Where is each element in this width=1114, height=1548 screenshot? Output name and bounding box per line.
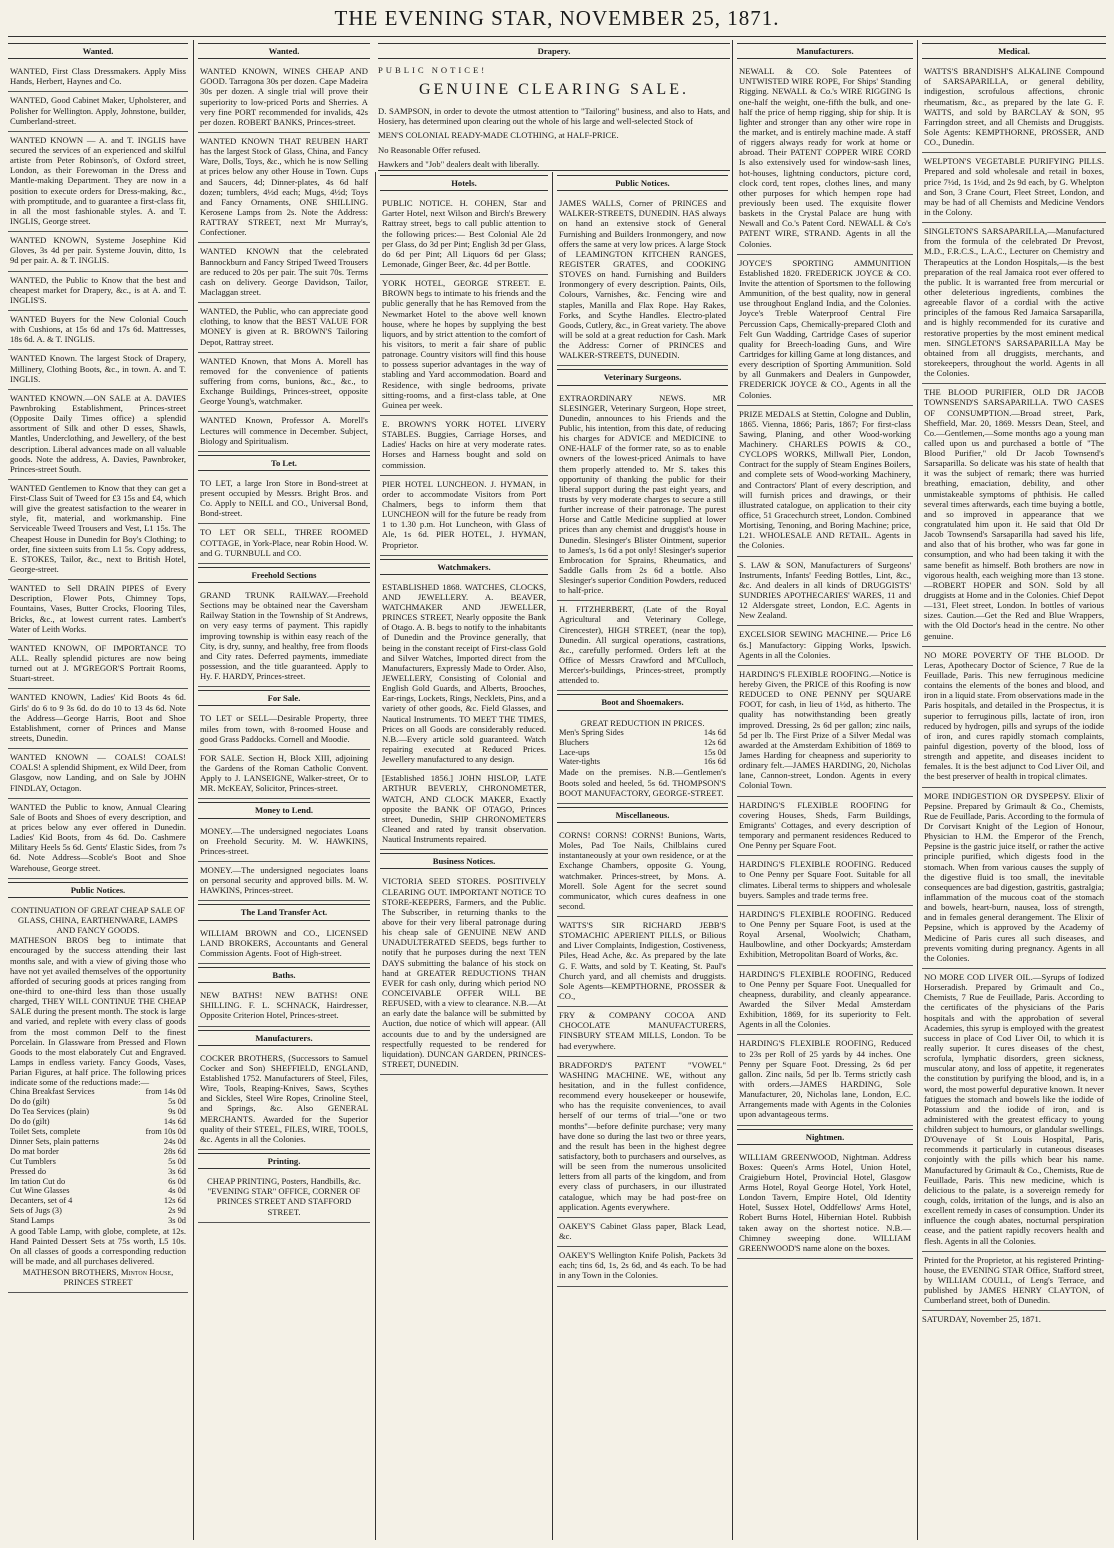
table-row: Do mat border 28s 6d xyxy=(10,1146,186,1156)
classified-ad: WANTED the Public to know, Annual Clearing Sale of Boots and Shoes of every description, and at prices below any ever offered in Dunedin. Ladies' Kid Boots, from 4s 6d. Do. Cashmere Military Heels 5s 6d. Gents' Elastic Sides, from 7s 6d. Note Address—Scoble's Boot and Shoe Warehouse, George street. xyxy=(8,799,188,879)
classified-ad: WANTED, the Public, who can appreciate good clothing, to know that the BEST VALUE FOR MONEY is given at R. BROWN'S Tailoring Depot, Rattray street. xyxy=(198,303,370,353)
classified-ad: GREAT REDUCTION IN PRICES. Men's Spring Sides 14s 6d Bluchers 12s 6d Lace-ups 15s 0d Water-tights 16s 6d Made on the premises. N.B.—Gentlemen's Boots soled and heeled, 5s 6d. THOMPSON'S BOOT MANUFACTORY, GEORGE-STREET. xyxy=(557,715,728,804)
table-row: China Breakfast Services from 14s 0d xyxy=(10,1087,186,1097)
classified-ad: WANTED KNOWN, Ladies' Kid Boots 4s 6d. Girls' do 6 to 9 3s 6d. do do 10 to 13 4s 6d. Note the Address—George Harris, Boot and Shoe Establishment, corner of Princes and Manse streets, Dunedin. xyxy=(8,689,188,749)
classified-ad: WANTED KNOWN — A. and T. INGLIS have secured the services of an experienced and skilful artiste from Peter Robinson's, of Oxford street, London, as their Forewoman in the Dress and Mantle-making Department. They are now in a position to execute orders for Dress-making, &c., with promptitude, and to guarantee a first-class fit, in all the most fashionable styles. A. and T. INGLIS, George street. xyxy=(8,132,188,232)
dateline: SATURDAY, November 25, 1871. xyxy=(922,1314,1041,1325)
classified-ad: WANTED Known. The largest Stock of Drapery, Millinery, Clothing Boots, &c., in town. A. and T. INGLIS. xyxy=(8,350,188,389)
classified-ad: GRAND TRUNK RAILWAY.—Freehold Sections may be obtained near the Caversham Railway Station in the Township of St Andrews, on very easy terms of payment. This rapidly improving township is within easy reach of the City, is dry, sunny, and healthy, free from floods and City rates. Deferred payments, immediate possession, and the title guaranteed. Apply to Hy. F. HARDY, Princes-street. xyxy=(198,587,370,687)
table-row: Im tation Cut do 6s 0d xyxy=(10,1176,186,1186)
classified-ad: PIER HOTEL LUNCHEON. J. HYMAN, in order to accommodate Visitors from Port Chalmers, begs to inform them that LUNCHEON will for the future be ready from 1 to 1.30 p.m. Hot Luncheon, with Glass of Ale, 1s 6d. PIER HOTEL, J. HYMAN, Proprietor. xyxy=(380,476,548,556)
classified-ad: JAMES WALLS, Corner of PRINCES and WALKER-STREETS, DUNEDIN. HAS always on hand an extensive stock of General Furnishing and Builders Ironmongery, and now offers the same at very low prices. A large Stock of LEAMINGTON KITCHEN RANGES, REGISTER GRATES, and COOKING STOVES on hand. Furnishing and Builders Ironmongery of every description. Paints, Oils, Colours, Varnishes, &c. Fencing wire and staples, Manilla and Flax Rope. Hay Rakes, Forks, and Scythe Handles. Electro-plated Goods, Cutlery, &c., in Great variety. The above will be sold at a great reduction for Cash. Mark the Address: Corner of PRINCES and WALKER-STREETS, DUNEDIN. xyxy=(557,195,728,366)
table-row: Cut Wine Glasses 4s 0d xyxy=(10,1186,186,1196)
classified-ad: H. FITZHERBERT, (Late of the Royal Agricultural and Veterinary College, Cirencester), HIGH STREET, (near the top), Dunedin. All surgical operations, castrations, &c., carefully performed. Orders left at the Office of Messrs Crawford and M'Culloch, Mercer's-buildings, Princes-street, promptly attended to. xyxy=(557,601,728,691)
classified-ad: CHEAP PRINTING, Posters, Handbills, &c. "EVENING STAR" OFFICE, CORNER OF PRINCES STREET AND STAFFORD STREET. xyxy=(198,1173,370,1223)
price-table xyxy=(559,728,726,768)
classified-ad: COCKER BROTHERS, (Successors to Samuel Cocker and Son) SHEFFIELD, ENGLAND, Established 1752. Manufacturers of Steel, Files, Wire, Tools, Reaping-Knives, Saws, Scythes and Sickles, Steel Wire Ropes, Crinoline Steel, and Springs, &c. Also GENERAL MERCHANTS. Awarded for the Superior quality of their STEEL, FILES, WIRE, TOOLS, &c. Agents in all the Colonies. xyxy=(198,1050,370,1150)
classified-ad: VICTORIA SEED STORES. POSITIVELY CLEARING OUT. IMPORTANT NOTICE TO STORE-KEEPERS, Farmers, and the Public. The Subscriber, in returning thanks to the above for their very liberal patronage during his cheap sale of GENUINE NEW AND UNADULTERATED SEEDS, begs further to notify that he purposes during the next TEN DAYS submitting the balance of his stock on hand at GREATER REDUCTIONS THAN EVER for cash only, during which period NO CONCEIVABLE OFFER WILL BE REFUSED, with a view to clearance. N.B.—At an early date the balance will be submitted by Auction, due notice of which will appear. (All accounts due to and by the undersigned are respectfully requested to be rendered for liquidation). DUNCAN GARDEN, PRINCES-STREET, DUNEDIN. xyxy=(380,873,548,1075)
classified-ad: HARDING'S FLEXIBLE ROOFING for covering Houses, Sheds, Farm Buildings, Emigrants' Cottages, and every description of temporary and permanent residences Reduced to One Penny per Square Foot. xyxy=(737,797,913,857)
classified-ad: WANTED Buyers for the New Colonial Couch with Cushions, at 15s 6d and 17s 6d. Mattresses, 18s 6d. A. & T. INGLIS. xyxy=(8,311,188,350)
table-row: Dinner Sets, plain patterns 24s 0d xyxy=(10,1136,186,1146)
classified-ad: MONEY.—The undersigned negociates Loans on Freehold Security. M. W. HAWKINS, Princes-street. xyxy=(198,823,370,862)
classified-ad: PUBLIC NOTICE. H. COHEN, Star and Garter Hotel, next Wilson and Birch's Brewery Rattray street, begs to call public attention to the following prices:— Best Colonial Ale 2d per Glass, do 3d per Pint; English 3d per Glass, do 6d per Pint; All Liquors 6d per Glass; Lemonade, Ginger Beer, &c. 4d per Bottle. xyxy=(380,195,548,275)
table-row: Decanters, set of 4 12s 6d xyxy=(10,1196,186,1206)
table-row: Sets of Jugs (3) 2s 9d xyxy=(10,1206,186,1216)
classified-ad: WANTED KNOWN, OF IMPORTANCE TO ALL. Really splendid pictures are now being turned out at J. M'GREGOR'S Portrait Rooms, Stuart-street. xyxy=(8,640,188,690)
classified-ad: NO MORE COD LIVER OIL.—Syrups of Iodized Horseradish. Prepared by Grimault and Co., Chemists, 7 Rue de Feuillade, Paris. According to the certificates of the physicians of the Paris hospitals and with the approbation of several Academies, this syrup is employed with the greatest success in place of Cod Liver Oil, to which it is really superior. It cures diseases of the chest, scrofula, lymphatic disorders, green sickness, muscular atony, and loss of appetite, it regenerates the constitution by purifying the blood, and is, in a word, the most powerful depurative known. It never fatigues the stomach and bowels like the iodide of Potassium and the iodide of iron, and is administered with the greatest efficacy to young children subject to humours, or glandular swellings. D'Ouvenaye of St Louis Hospital, Paris, recommends it particularly in cutaneous diseases conjointly with the pills which bear his name. Manufactured by Grimault & Co., Chemists, Rue de Feuillade, Paris. This new medicine, which is delicious to the palate, is a sovereign remedy for cough, colds, irritation of the lungs, and is also an excellent remedy in cases of consumption. Under its influence the cough abates, nocturnal perspiration cease, and the patient rapidly recovers health and flesh. Agents in all the Colonies. xyxy=(922,969,1106,1252)
classified-ad: MONEY.—The undersigned negociates loans on personal security and approved bills. M. W. HAWKINS, Princes-street. xyxy=(198,862,370,901)
section-heading-boot: Boot and Shoemakers. xyxy=(557,694,728,710)
section-heading-public-notices: Public Notices. xyxy=(8,882,188,898)
classified-ad: WANTED KNOWN — COALS! COALS! COALS! A splendid Shipment, ex Wild Deer, from Glasgow, now Landing, and on Sale by JOHN FINDLAY, Octagon. xyxy=(8,749,188,799)
table-row: Toilet Sets, complete from 10s 0d xyxy=(10,1127,186,1136)
drapery-sub: MEN'S COLONIAL READY-MADE CLOTHING, at HALF-PRICE. xyxy=(378,130,619,141)
section-heading-veterinary: Veterinary Surgeons. xyxy=(557,369,728,385)
classified-ad: S. LAW & SON, Manufacturers of Surgeons' Instruments, Infants' Feeding Bottles, Lint, &c., &c. And dealers in all kinds of DRUGGISTS' SUNDRIES APOTHECARIES' WARES, 11 and 12 Aldersgate street, London, E.C. Agents in New Zealand. xyxy=(737,557,913,627)
classified-ad: WANTED KNOWN, WINES CHEAP AND GOOD. Tarragona 30s per dozen. Cape Madeira 30s per dozen. A single trial will prove their superiority to low-priced Ports and Sherries. A very fine PORT recommended for invalids, 42s per dozen. ROBERT BANKS, Princes-street. xyxy=(198,63,370,133)
classified-ad: HARDING'S FLEXIBLE ROOFING. Reduced to One Penny per Square Foot, is used at the Royal Arsenal, Woolwich; Chatham, Haulbowline, and other Dockyards; Amsterdam Exhibition, Metropolitan Board of Works, &c. xyxy=(737,906,913,966)
column-divider xyxy=(375,172,376,1540)
table-row: Bluchers 12s 6d xyxy=(559,737,726,747)
table-row: Do do (gilt) 14s 6d xyxy=(10,1117,186,1127)
price-table xyxy=(10,1087,186,1226)
table-row: Men's Spring Sides 14s 6d xyxy=(559,727,726,737)
classified-ad: WATTS'S SIR RICHARD JEBB'S STOMACHIC APERIENT PILLS, or Bilious and Liver Complaints, Indigestion, Costiveness, Piles, Head Ache, &c. As prepared by the late G. F. Watts, and sold by T. Keating, St. Paul's Church yard, and all chemists and druggists. Sole Agents—KEMPTHORNE, PROSSER & CO., xyxy=(557,917,728,1007)
drapery-title: GENUINE CLEARING SALE. xyxy=(419,81,689,99)
section-heading-to-let: To Let. xyxy=(198,455,370,471)
classified-ad: OAKEY'S Wellington Knife Polish, Packets 3d each; tins 6d, 1s, 2s 6d, and 4s each. To be had in any Town in the Colonies. xyxy=(557,1247,728,1286)
table-row: Lace-ups 15s 0d xyxy=(559,747,726,757)
classified-ad: E. BROWN'S YORK HOTEL LIVERY STABLES. Buggies, Carriage Horses, and Ladies' Hacks on hire at very moderate rates. Horses and Harness bought and sold on commission. xyxy=(380,416,548,476)
classified-ad: TO LET OR SELL, THREE ROOMED COTTAGE, in York-Place, near Robin Hood. W. and G. TURNBULL and CO. xyxy=(198,524,370,563)
classified-ad: YORK HOTEL, GEORGE STREET. E. BROWN begs to intimate to his friends and the public generally that he has Removed from the Newmarket Hotel to the above well known house, where he hopes by supplying the best liquors, and by strict attention to the comfort of his visitors, to merit a fair share of public patronage. Country visitors will find this house to possess superior advantages in the way of stabling and Yard accommodation. Board and Residence, with single bedrooms, private sitting-rooms, and a first-class table, at One Guinea per week. xyxy=(380,275,548,416)
classified-ad: WANTED, Good Cabinet Maker, Upholsterer, and Polisher for Wellington. Apply, Johnstone, builder, Cumberland-street. xyxy=(8,92,188,131)
classified-ad: WANTED KNOWN THAT REUBEN HART has the largest Stock of Glass, China, and Fancy Ware, Dolls, Toys, &c., which he is now Selling at prices below any other House in Town. Cups and Saucers, 4d; Dinner-plates, 4s 6d half dozen; tumblers, 4½d each; Mugs, 4½d; Toys and Fancy Ornaments, ONE SHILLING. Kerosene Lamps from 2s. Note the Address: RATTRAY STREET, next Mr Murray's, Confectioner. xyxy=(198,133,370,243)
classified-ad: HARDING'S FLEXIBLE ROOFING. Reduced to One Penny per Square Foot. Suitable for all climates. Liberal terms to shippers and wholesale buyers. Samples and trade terms free. xyxy=(737,856,913,906)
table-row: Do Tea Services (plain) 9s 0d xyxy=(10,1107,186,1117)
column-5 xyxy=(737,40,913,1540)
section-heading-baths: Baths. xyxy=(198,967,370,983)
table-row: Do do (gilt) 5s 0d xyxy=(10,1097,186,1107)
column-divider xyxy=(732,40,733,1540)
classified-ad: WANTED Known, that Mons A. Morell has removed for the convenience of patients suffering from corns, bunions, &c., &c., to Exchange Buildings, Princes-street, opposite George Young's, watchmaker. xyxy=(198,353,370,413)
column-divider xyxy=(552,172,553,1540)
classified-ad: TO LET, a large Iron Store in Bond-street at present occupied by Messrs. Bright Bros. and Co. Apply to NEILL and CO., Universal Bond, Bond-street. xyxy=(198,475,370,525)
section-heading-medical: Medical. xyxy=(922,43,1106,59)
section-heading-business: Business Notices. xyxy=(380,853,548,869)
drapery-line-2: Hawkers and "Job" dealers dealt with liberally. xyxy=(378,158,540,169)
classified-ad: PRIZE MEDALS at Stettin, Cologne and Dublin, 1865. Vienna, 1866; Paris, 1867; For first-class Sawing, Planing, and other Wood-working Machinery. CHARLES POWIS & CO., CYCLOPS WORKS, Millwall Pier, London, Contract for the supply of Steam Engines Boilers, and complete sets of Wood-working Machinery, and Contractors' Plant of every description, and will furnish prices and drawings, or their illustrated catalogue, on application to their city office, 51 Gracechurch street, London. Combined Mortising, Tenoning, and Boring Machine; price, L21. WHOLESALE AND RETAIL. Agents in the Colonies. xyxy=(737,406,913,557)
classified-ad: WANTED Gentlemen to Know that they can get a First-Class Suit of Tweed for £3 15s and £4, which will give the greatest satisfaction to the wearer in style, fit, material, and workmanship. Fine Serviceable Tweed Trousers and Vest, L1 15s. The Cheapest House in Dunedin for Boy's Clothing; to order, fine sixteen suits from L1 5s. Copy address, E. STOKES, Tailor, &c., next to British Hotel, George-street. xyxy=(8,480,188,580)
table-row: Water-tights 16s 6d xyxy=(559,757,726,767)
imprint: Printed for the Proprietor, at his registered Printing-house, the EVENING STAR Office, Stafford street, by WILLIAM COULL, of Leng's Terrace, and published by JAMES HENRY CLAYTON, of Cumberland street, both of Dunedin. xyxy=(922,1252,1106,1312)
classified-ad: OAKEY'S Cabinet Glass paper, Black Lead, &c. xyxy=(557,1218,728,1247)
drapery-line-1: No Reasonable Offer refused. xyxy=(378,144,481,155)
classified-ad: WANTED, the Public to Know that the best and cheapest market for Drapery, &c., is at A. and T. INGLIS'S. xyxy=(8,272,188,311)
classified-ad: TO LET or SELL—Desirable Property, three miles from town, with 8-roomed House and good Grass Paddocks. Cornell and Moodie. xyxy=(198,710,370,749)
section-heading-manufacturers: Manufacturers. xyxy=(198,1030,370,1046)
classified-ad: FRY & COMPANY COCOA AND CHOCOLATE MANUFACTURERS, FINSBURY STEAM MILLS, London. To be had everywhere. xyxy=(557,1007,728,1057)
classified-ad: WATTS'S BRANDISH'S ALKALINE Compound of SARSAPARILLA, or general debility, indigestion, scrofulous affections, chronic rheumatism, &c., as prepared by the late G. F. WATTS, and sold by BARCLAY & SON, 95 Farringdon street, and all Chemists and Druggists. Sole Agents: KEMPTHORNE, PROSSER, AND CO., Dunedin. xyxy=(922,63,1106,153)
classified-ad: JOYCE'S SPORTING AMMUNITION Established 1820. FREDERICK JOYCE & CO. Invite the attention of Sportsmen to the following Ammunition, of the best quality, now in general use throughout England India, and the Colonies. Joyce's Treble Waterproof Central Fire Percussion Caps, Chemically-prepared Cloth and Felt Gun Wadding, Cartridge Cases of superior quality for Breech-loading Guns, and Wire Cartridges for killing Game at long distances, and every description of Sporting Ammunition. Sold by all Gunmakers and Dealers in Gunpowder, FREDERICK JOYCE & CO., Agents in all the Colonies. xyxy=(737,255,913,406)
masthead: THE EVENING STAR, NOVEMBER 25, 1871. xyxy=(334,6,780,30)
section-heading-nightmen: Nightmen. xyxy=(737,1129,913,1145)
classified-ad: WANTED KNOWN.—ON SALE at A. DAVIES Pawnbroking Establishment, Princes-street (Opposite Daily Times office) a splendid assortment of Silk and other D esses, Shawls, Mantles, Underclothing, and Jewellery, of the best description. Liberal advances made on all valuable goods. Note the address, A. Davies, Pawnbroker, Princes-street South. xyxy=(8,390,188,480)
classified-ad: [Established 1856.] JOHN HISLOP, LATE ARTHUR BEVERLY, CHRONOMETER, WATCH, AND CLOCK MAKER, Exactly opposite the BANK OF OTAGO, Princes street, Dunedin, SHIP CHRONOMETERS Cleaned and rated by transit observation. Nautical Instruments repaired. xyxy=(380,770,548,850)
classified-ad: WANTED KNOWN, Systeme Josephine Kid Gloves, 3s 4d per pair. Systeme Jouvin, ditto, 1s 9d per pair. A. & T. INGLIS. xyxy=(8,232,188,271)
section-heading-wanted: Wanted. xyxy=(8,43,188,59)
classified-ad: FOR SALE. Section H, Block XIII, adjoining the Gardens of the Roman Catholic Convent. Apply to J. LANSEIGNE, Walker-street, Or to MR. McKEAY, Solicitor, Princes-street. xyxy=(198,750,370,800)
section-heading-freehold: Freehold Sections xyxy=(198,567,370,583)
matheson-ad: CONTINUATION OF GREAT CHEAP SALE OF GLASS, CHINA, EARTHENWARE, LAMPS AND FANCY GOODS. MATHESON BROS beg to intimate that encouraged by the success attending their last months sale, and with a view of giving those who have not yet availed themselves of the opportunity afforded of securing goods at prices ranging from one-third to one-third less than those usually charged, THEY WILL CONTINUE THE CHEAP SALE during the present month. The stock is large and varied, and replete with every class of goods from the most common Delf to the finest Porcelain. In Glassware from Pressed and Flown Goods to the most elaborately Cut and Engraved. Lamps in endless variety. Fancy Goods, Vases, Parian Figures, at half price. The following prices indicate some of the reductions made:— China Breakfast Services from 14s 0d Do do (gilt) 5s 0d Do Tea Services (plain) 9s 0d Do do (gilt) 14s 6d Toilet Sets, complete from 10s 0d Dinner Sets, plain patterns 24s 0d Do mat border 28s 6d Cut Tumblers 5s 0d Pressed do 3s 6d Im tation Cut do 6s 0d Cut Wine Glasses 4s 0d Decanters, set of 4 12s 6d Sets of Jugs (3) 2s 9d Stand Lamps 3s 0d A good Table Lamp, with globe, complete, at 12s. Hand Painted Dessert Sets at 75s worth, L5 10s. On all classes of goods a corresponding reduction will be made, and all purchases delivered. MATHESON BROTHERS, Minton House, PRINCES STREET xyxy=(8,902,188,1293)
classified-ad: NEWALL & CO. Sole Patentees of UNTWISTED WIRE ROPE, For Ships' Standing Rigging. NEWALL & Co.'s WIRE RIGGING Is one-half the weight, one-fifth the bulk, and one-half the price of hemp rigging, ship for ship. It is lighter and stronger than any other wire rope in the market, and is entirely machine made. A staff of riggers always ready for work at home or abroad. Their PATENT COPPER WIRE CORD Is also extensively used for window-sash lines, hot-houses, lightning conductors, picture cord, clock cord, tent ropes, clothes lines, and many other purposes for which hempen rope had previously been used. The exquisite flower baskets in the Crystal Palace are hung with Newall and Co.'s Patent Cord. NEWALL & Co's PATENT WIRE, STRAND. Agents in all the Colonies. xyxy=(737,63,913,255)
table-row: Stand Lamps 3s 0d xyxy=(10,1216,186,1226)
section-heading-for-sale: For Sale. xyxy=(198,690,370,706)
section-heading-wanted: Wanted. xyxy=(198,43,370,59)
section-heading-misc: Miscellaneous. xyxy=(557,807,728,823)
drapery-body: D. SAMPSON, in order to devote the utmost attention to "Tailoring" business, and also to Hats, and Hosiery, has determined upon clearing out the whole of his large and well-selected Stock of xyxy=(378,106,730,127)
classified-ad: BRADFORD'S PATENT "VOWEL" WASHING MACHINE. WE, without any hesitation, and in the fullest confidence, recommend every housekeeper or housewife, who has the requisite conveniences, to avail herself of our terms of trial—"one or two months"—before definite purchase; very many have done so during the last two or three years, and the result has been in the highest degree satisfactory, both to purchasers and ourselves, as will be seen from the numerous unsolicited letters from all parts of the kingdom, and from every class of purchasers, in our illustrated catalogue, which may be had post-free on application. Agents everywhere. xyxy=(557,1057,728,1218)
classified-ad: THE BLOOD PURIFIER, OLD DR JACOB TOWNSEND'S SARSAPARILLA. TWO CASES OF CONSUMPTION.—Broad street, Park, Sheffield, Mar. 20, 1869. Messrs Dean, Steel, and Co.—Gentlemen,—Some months ago a young man called upon us and purchased a bottle of "The Blood Purifier," old Dr Jacob Townsend's Sarsaparilla. So delicate was his state of health that it was the subject of remark; there was hurried breathing, emaciation, debility, and other unmistakeable symptoms of phthisis. He called several times afterwards, each time buying a bottle, and so improved in appearance that we congratulated him upon it. He said that Old Dr Jacob Townsend's Sarsaparilla had saved his life, and also that of his brother, who was far gone in consumption, and who had been taking it with the same benefit as himself. Both brothers are now in vigorous health, each weighing more than 13 stone.—ROBERT HOPER and SON. Sold by all druggists at Home and in the Colonies. Chief Depot—131, Fleet street, London. In bottles of various sizes. Caution.—Get the Red and Blue Wrappers, with the Old Doctor's head in the centre. No other genuine. xyxy=(922,384,1106,647)
classified-ad: EXCELSIOR SEWING MACHINE.— Price L6 6s.] Manufactory: Gipping Works, Ipswich. Agents in all the Colonies. xyxy=(737,626,913,665)
column-6 xyxy=(922,40,1106,1540)
section-heading-public-notices: Public Notices. xyxy=(557,175,728,191)
column-2 xyxy=(198,40,370,1540)
column-4 xyxy=(557,172,728,1540)
column-3 xyxy=(380,172,548,1540)
classified-ad: MORE INDIGESTION OR DYSPEPSY. Elixir of Pepsine. Prepared by Grimault & Co., Chemists, Rue de Feuillade, Paris. According to the formula of Dr Corvisart Knight of the Legion of Honour, Physician to H.M. the Emperor of the French, Pepsine is the gastric juice itself, or rather the active principle purified, which digests food in the stomach. When from various causes the supply of the digestive fluid is too small, the inevitable consequences are bad digestion, gastritis, gastralgia; inflammation of the mucous coat of the stomach and bowels, heart-burn, nausea, loss of strength, and in females general derangement. The Elixir of Pepsine, which is approved by the Academy of Medicine of Paris cures all such diseases, and prevents vomiting during pregnancy. Agents in all the Colonies. xyxy=(922,788,1106,969)
classified-ad: WELPTON'S VEGETABLE PURIFYING PILLS. Prepared and sold wholesale and retail in boxes, price 7½d, 1s 1½d, and 2s 9d each, by G. Whelpton and Son, 3 Crane Court, Fleet Street, London, and may be had of all Chemists and Medicine Vendors in the Colony. xyxy=(922,153,1106,223)
classified-ad: NEW BATHS! NEW BATHS! ONE SHILLING. F. L. SCHNACK, Hairdresser, Opposite Criterion Hotel, Princes-street. xyxy=(198,987,370,1026)
column-1 xyxy=(8,40,188,1540)
section-heading-money: Money to Lend. xyxy=(198,802,370,818)
section-heading-drapery: Drapery. xyxy=(378,43,730,59)
classified-ad: WANTED Known, Professor A. Morell's Lectures will commence in December. Subject, Biology and Spiritualism. xyxy=(198,412,370,451)
classified-ad: HARDING'S FLEXIBLE ROOFING, Reduced to One Penny per Square Foot. Unequalled for cheapness, durability, and cleanly appearance. Awarded the Silver Medal Amsterdam Exhibition, 1869, for its superiority to Felt. Agents in all the Colonies. xyxy=(737,966,913,1036)
masthead-rule xyxy=(8,36,1106,37)
section-heading-watchmakers: Watchmakers. xyxy=(380,559,548,575)
classified-ad: WANTED, First Class Dressmakers. Apply Miss Hands, Herbert, Haynes and Co. xyxy=(8,63,188,92)
classified-ad: SINGLETON'S SARSAPARILLA,—Manufactured from the formula of the celebrated Dr Prevost, M.D., F.R.C.S., L.A.C., Lecturer on Chemistry and Therapeutics at the London Hospitals,—is the best preparation of the real Jamaica root ever offered to the public. It is warranted free from mercurial or other deleterious ingredients, combines the agreeable flavor of a cordial with the active principles of the famous Red Jamaica Sarsaparilla, and is highly recommended for its curative and restorative properties by the most eminent medical men. SINGLETON'S SARSAPARILLA May be obtained from all druggists, merchants, and storekeepers, throughout the world. Agents in all the Colonies. xyxy=(922,223,1106,384)
drapery-rule xyxy=(378,170,730,171)
drapery-notice: PUBLIC NOTICE! xyxy=(378,65,488,76)
classified-ad: CORNS! CORNS! CORNS! Bunions, Warts, Moles, Pad Toe Nails, Chilblains cured instantaneously at your own residence, or at the Exchange Chambers, opposite G. Young, watchmaker. Princes-street, by Mons. A. Morell. Sole Agent for the secret sound communicator, which cures deafness in one second. xyxy=(557,827,728,917)
classified-ad: HARDING'S FLEXIBLE ROOFING.—Notice is hereby Given, the PRICE of this Roofing is now REDUCED to ONE PENNY per SQUARE FOOT, for cash, in lieu of 1½d, as hitherto. The quality has notwithstanding been greatly improved. Dressing, 2s 6d per gallon; zinc nails, 5d per lb. The First Prize of a Silver Medal was awarded at the Amsterdam Exhibition of 1869 to James Harding for cheapness and superiority to ordinary felt.—JAMES HARDING, 20, Nicholas lane, Cannon-street, London. Agents in every Colonial Town. xyxy=(737,666,913,797)
classified-ad: WANTED to Sell DRAIN PIPES of Every Description, Flower Pots, Chimney Tops, Fountains, Vases, Butter Crocks, Flooring Tiles, Bricks, &c., at lowest current rates. Lambert's Water of Leith Works. xyxy=(8,580,188,640)
table-row: Cut Tumblers 5s 0d xyxy=(10,1156,186,1166)
section-heading-printing: Printing. xyxy=(198,1153,370,1169)
section-heading-hotels: Hotels. xyxy=(380,175,548,191)
classified-ad: WILLIAM GREENWOOD, Nightman. Address Boxes: Queen's Arms Hotel, Union Hotel, Craigieburn Hotel, Provincial Hotel, Glasgow Arms Hotel, Royal George Hotel, York Hotel, London Tavern, Empire Hotel, Old Identity Hotel, Sussex Hotel, Oddfellows' Arms Hotel, Robert Burns Hotel, Hibernian Hotel. Rubbish taken away on the shortest notice. N.B.—Chimney sweeping done. WILLIAM GREENWOOD'S name alone on the boxes. xyxy=(737,1149,913,1259)
section-heading-land: The Land Transfer Act. xyxy=(198,904,370,920)
drapery-block xyxy=(378,40,730,170)
classified-ad: WILLIAM BROWN and CO., LICENSED LAND BROKERS, Accountants and General Commission Agents. Foot of High-street. xyxy=(198,925,370,964)
column-divider xyxy=(193,40,194,1540)
column-divider xyxy=(917,40,918,1540)
section-heading-manufacturers: Manufacturers. xyxy=(737,43,913,59)
classified-ad: NO MORE POVERTY OF THE BLOOD. Dr Leras, Apothecary Doctor of Science, 7 Rue de la Feuillade, Paris. This new ferruginous medicine contains the elements of the bones and blood, and iron in a liquid state. From observations made in the Paris hospitals, and detailed in the Prospectus, it is superior to ferruginous pills, lactate of iron, iron reduced by hydrogen, pills and syrups of the iodide of iron, and cures rapidly stomach complaints, painful digestion, poverty of the blood, loss of strength and appetite, and diseases incident to females. It is the best adjunct to Cod Liver Oil, and the best preserver of health in tropical climates. xyxy=(922,647,1106,788)
classified-ad: WANTED KNOWN that the celebrated Bannockburn and Fancy Striped Tweed Trousers are reduced to 20s per pair. The suit 70s. Terms cash on delivery. George Davidson, Tailor, Maclaggan street. xyxy=(198,243,370,303)
classified-ad: HARDING'S FLEXIBLE ROOFING, Reduced to 23s per Roll of 25 yards by 44 inches. One Penny per Square Foot. Dressing, 2s 6d per gallon. Zinc nails, 5d per lb. Terms strictly cash with orders.—JAMES HARDING, Sole Manufacturer, 20, Nicholas lane, London, E.C. Arrangements made with Agents in the Colonies upon advantageous terms. xyxy=(737,1035,913,1125)
table-row: Pressed do 3s 6d xyxy=(10,1166,186,1176)
classified-ad: ESTABLISHED 1868. WATCHES, CLOCKS, AND JEWELLERY. A. BEAVER, WATCHMAKER AND JEWELLER, PRINCES STREET, Nearly opposite the Bank of Otago. A. B. begs to notify to the inhabitants of Dunedin and the Province generally, that being in the constant receipt of First-class Gold and Silver Watches, Imported direct from the Manufacturers, Expressly Made to Order. Also, JEWELLERY, Consisting of Colonial and English Gold Guards, and Alberts, Brooches, Ear-rings, Lockets, Rings, Necklets, Pins, and a variety of other goods, &c. Field Glasses, and Nautical Instruments. TO MEET THE TIMES, Prices on all Goods are considerably reduced. N.B.—Every article sold guaranteed. Watch repairing executed at Reduced Prices. Jewellery manufactured to any design. xyxy=(380,579,548,771)
classified-ad: EXTRAORDINARY NEWS. MR SLESINGER, Veterinary Surgeon, Hope street, Dunedin, announces to his Friends and the Public, his intention, from this date, of reducing his charges for ADVICE and MEDICINE to ONE-HALF of the former rate, so as to enable owners of the lowest-priced Animals to have them properly attended to. Mr S. takes this opportunity of thanking the public for their liberal support during the past eight years, and trusts by very moderate charges to secure a still further increase of their patronage. The purest Horse and Cattle Medicine supplied at lower prices than any chemist and druggist's house in Dunedin. Slesinger's Blister Ointment, superior to James's, 1s 6d a pot only! Slesinger's superior Embrocation for Sprains, Rheumatics, and Saddle Galls from 2s 6d a bottle. Also Slesinger's superior Condition Powders, reduced to half-price. xyxy=(557,390,728,602)
